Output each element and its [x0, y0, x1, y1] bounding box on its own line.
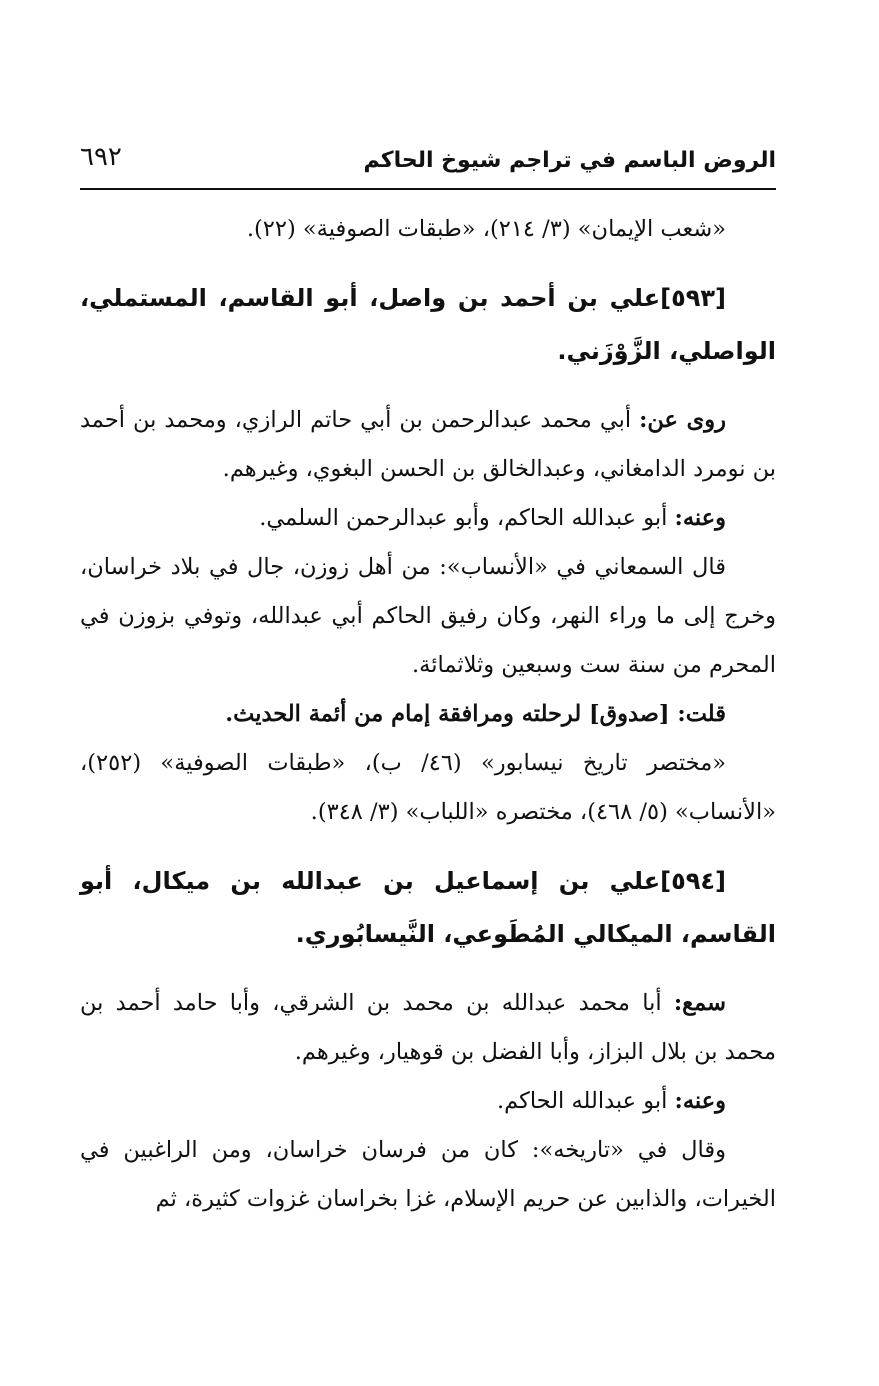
- verdict-text: [صدوق] لرحلته ومرافقة إمام من أئمة الحديث.: [225, 701, 678, 727]
- narrated-text: أبي محمد عبدالرحمن بن أبي حاتم الرازي، ومحمد بن أحمد بن نومرد الدامغاني، وعبدالخالق بن الحسن البغوي، وغيرهم.: [80, 407, 776, 482]
- entry-title-593: [٥٩٣]علي بن أحمد بن واصل، أبو القاسم، المستملي، الواصلي، الزَّوْزَني.: [80, 284, 776, 365]
- from-him-text: أبو عبدالله الحاكم، وأبو عبدالرحمن السلمي.: [259, 505, 675, 531]
- heard-text: أبا محمد عبدالله بن محمد بن الشرقي، وأبا حامد أحمد بن محمد بن بلال البزاز، وأبا الفضل بن قوهيار، وغيرهم.: [80, 990, 776, 1065]
- page-header: [80, 138, 776, 188]
- entry-593-quote: قال السمعاني في «الأنساب»: من أهل زوزن، جال في بلاد خراسان، وخرج إلى ما وراء النهر، وكان رفيق الحاكم أبي عبدالله، وتوفي بزوزن في المحرم من سنة ست وسبعين وثلاثمائة.: [80, 554, 776, 678]
- entry-593-sources: «مختصر تاريخ نيسابور» (٤٦/ ب)، «طبقات الصوفية» (٢٥٢)، «الأنساب» (٥/ ٤٦٨)، مختصره «اللباب» (٣/ ٣٤٨).: [80, 750, 776, 825]
- from-him-label: وعنه:: [674, 1088, 726, 1114]
- from-him-label: وعنه:: [674, 505, 726, 531]
- narrated-label: روى عن:: [639, 407, 726, 433]
- entry-title-594: [٥٩٤]علي بن إسماعيل بن عبدالله بن ميكال، أبو القاسم، الميكالي المُطَوعي، النَّيسابُوري.: [80, 867, 776, 948]
- entry-593-from-him: [80, 494, 776, 543]
- entry-594-from-him: [80, 1077, 776, 1126]
- entry-593-narrated-from: [80, 396, 776, 494]
- page-content: [80, 205, 776, 1224]
- header-rule: [80, 188, 776, 190]
- entry-594-heard-from: [80, 979, 776, 1077]
- from-him-text: أبو عبدالله الحاكم.: [496, 1088, 675, 1114]
- entry-594-quote: وقال في «تاريخه»: كان من فرسان خراسان، ومن الراغبين في الخيرات، والذابين عن حريم الإسلام، غزا بخراسان غزوات كثيرة، ثم: [80, 1137, 776, 1212]
- verdict-label: قلت:: [677, 701, 726, 727]
- page-number: ٦٩٢: [80, 142, 122, 172]
- intro-sources: «شعب الإيمان» (٣/ ٢١٤)، «طبقات الصوفية» (٢٢).: [246, 216, 726, 242]
- heard-label: سمع:: [673, 990, 726, 1016]
- entry-593-verdict: [80, 690, 776, 739]
- running-title: الروض الباسم في تراجم شيوخ الحاكم: [363, 148, 776, 173]
